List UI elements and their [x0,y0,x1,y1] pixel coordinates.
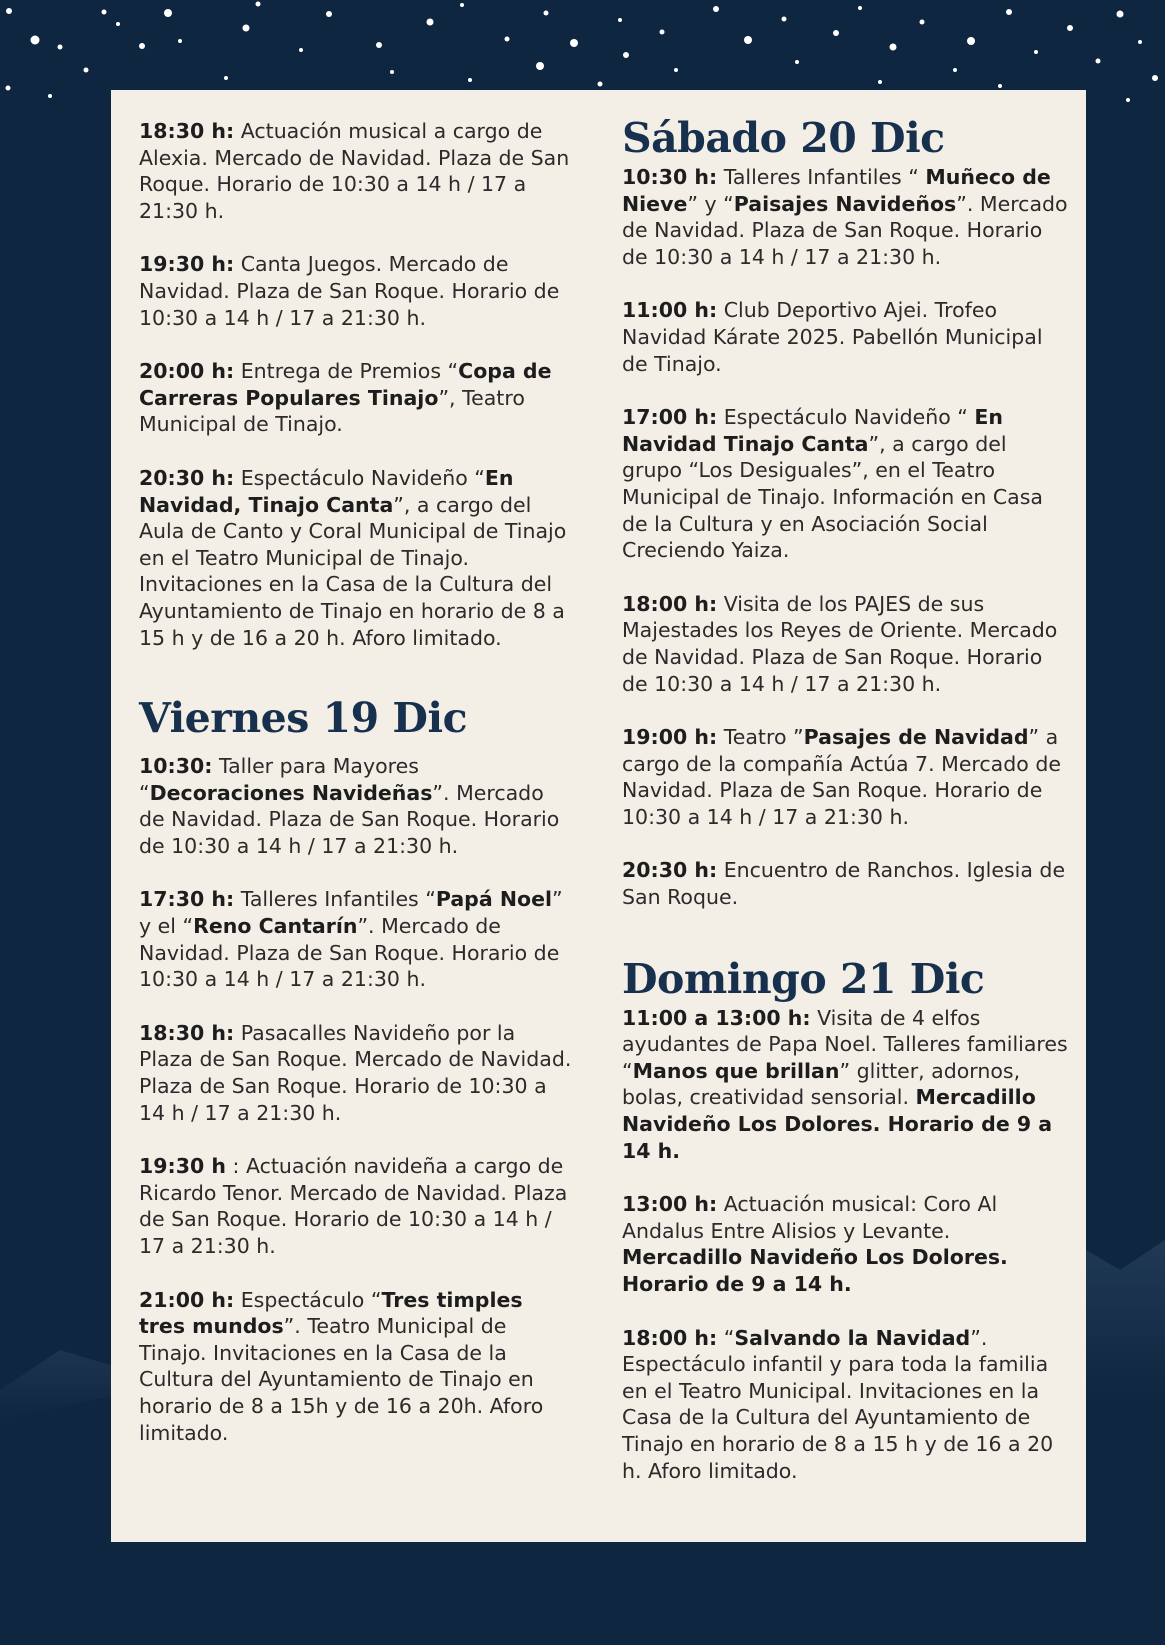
left-column [139,118,575,1446]
event-text: “ [723,1325,735,1350]
event-text: ”, a cargo del Aula de Canto y Coral Municipal de Tinajo en el Teatro Municipal de Tinajo. Invitaciones en la Casa de la Cultura del Ayuntamiento de Tinajo en horario de 8 a 15 h y de 16 a 20 h. Aforo limitado. [139,492,567,650]
event-highlight: Pasajes de Navidad [803,725,1029,750]
event-text: Canta Juegos. Mercado de Navidad. Plaza de San Roque. Horario de 10:30 a 14 h / 17 a 21:30 h. [139,252,560,330]
event-highlight: Mercadillo Navideño Los Dolores. Horario de 9 a 14 h. [622,1245,1008,1296]
event-time: 21:00 h: [139,1287,235,1312]
event-item [622,1325,1068,1485]
event-time: 18:00 h: [622,591,718,616]
left-events-before [139,118,575,651]
day-heading-viernes: Viernes 19 Dic [139,694,468,743]
event-highlight: Decoraciones Navideñas [149,780,433,805]
event-item [622,1005,1068,1165]
event-text: Visita de 4 elfos ayudantes de Papa Noel. Talleres familiares “ [622,1005,1068,1083]
event-time: 20:30 h: [139,465,235,490]
event-time: 10:30 h: [622,165,718,189]
event-text: ” y el “ [139,887,563,939]
event-highlight: Tres timples tres mundos [139,1287,523,1339]
event-time: 17:00 h: [622,405,718,430]
event-text: Encuentro de Ranchos. Iglesia de San Roque. [622,858,1066,910]
event-text: Espectáculo Navideño “ [240,465,485,490]
event-time: 18:30 h: [139,1020,235,1045]
event-text: ”. Mercado de Navidad. Plaza de San Roque. Horario de 10:30 a 14 h / 17 a 21:30 h. [139,780,560,858]
event-text: Actuación musical a cargo de Alexia. Mercado de Navidad. Plaza de San Roque. Horario de 10:30 a 14 h / 17 a 21:30 h. [139,119,570,223]
event-highlight: En Navidad Tinajo Canta [622,405,1004,456]
event-item [139,1153,575,1259]
event-item [139,358,575,438]
event-text: Pasacalles Navideño por la Plaza de San Roque. Mercado de Navidad. Plaza de San Roque. Horario de 10:30 a 14 h / 17 a 21:30 h. [139,1020,572,1125]
event-item [139,465,575,651]
event-text: Espectáculo Navideño “ [723,405,975,430]
event-item [622,404,1068,564]
event-text: Talleres Infantiles “ [723,165,926,189]
event-time: 20:30 h: [622,858,718,883]
event-highlight: Papá Noel [435,887,552,912]
event-text: ” y “ [687,191,734,216]
event-item [622,857,1068,910]
sabado-events [622,164,1068,911]
event-text: Talleres Infantiles “ [240,887,436,912]
event-highlight: Reno Cantarín [193,914,358,939]
event-time: 10:30: [139,754,213,779]
event-time: 11:00 a 13:00 h: [622,1005,811,1030]
event-highlight: Paisajes Navideños [733,191,957,216]
event-text: Entrega de Premios “ [240,359,459,384]
event-time: 18:30 h: [139,119,235,143]
event-text: ” glitter, adornos, bolas, creatividad sensorial. [622,1058,1021,1110]
domingo-events [622,1005,1068,1485]
event-highlight: Mercadillo Navideño Los Dolores. Horario de 9 a 14 h. [622,1085,1053,1163]
event-text: Teatro ” [723,725,804,750]
event-text: Actuación musical: Coro Al Andalus Entre Alisios y Levante. [622,1192,998,1243]
event-highlight: Copa de Carreras Populares Tinajo [139,359,552,410]
event-item [139,1287,575,1447]
event-text: Club Deportivo Ajei. Trofeo Navidad Kárate 2025. Pabellón Municipal de Tinajo. [622,298,1043,376]
event-item [139,118,575,224]
event-time: 13:00 h: [622,1192,718,1217]
day-heading-domingo: Domingo 21 Dic [622,954,985,1003]
event-time: 19:30 h: [139,252,235,277]
event-text: ”. Espectáculo infantil y para toda la familia en el Teatro Municipal. Invitaciones en la Casa de la Cultura del Ayuntamiento de Tinajo en horario de 8 a 15 h y de 16 a 20 h. Aforo limitado. [622,1325,1054,1483]
event-time: 17:30 h: [139,887,235,912]
event-text: ”, a cargo del grupo “Los Desiguales”, en el Teatro Municipal de Tinajo. Información en Casa de la Cultura y en Asociación Social Creciendo Yaiza. [622,431,1043,563]
event-time: 19:30 h [139,1154,226,1179]
event-item [622,591,1068,697]
event-item [139,251,575,331]
program-panel [111,90,1086,1542]
event-item [622,724,1068,830]
event-text: ”. Teatro Municipal de Tinajo. Invitaciones en la Casa de la Cultura del Ayuntamiento de Tinajo en horario de 8 a 15h y de 16 a 20h. Aforo limitado. [139,1314,544,1445]
event-highlight: Salvando la Navidad [734,1325,971,1350]
day-heading-sabado: Sábado 20 Dic [622,114,945,162]
event-text: ”. Mercado de Navidad. Plaza de San Roque. Horario de 10:30 a 14 h / 17 a 21:30 h. [622,191,1068,269]
event-text: ”, Teatro Municipal de Tinajo. [139,385,525,437]
viernes-events [139,753,575,1446]
event-time: 19:00 h: [622,725,718,750]
event-highlight: Muñeco de Nieve [622,165,1051,216]
event-highlight: Manos que brillan [632,1058,840,1083]
event-text: : Actuación navideña a cargo de Ricardo Tenor. Mercado de Navidad. Plaza de San Roque. Horario de 10:30 a 14 h / 17 a 21:30 h. [139,1154,568,1258]
event-item [139,753,575,859]
event-item [622,1191,1068,1297]
event-text: Visita de los PAJES de sus Majestades los Reyes de Oriente. Mercado de Navidad. Plaza de San Roque. Horario de 10:30 a 14 h / 17 a 21:30 h. [622,591,1058,696]
event-text: ”. Mercado de Navidad. Plaza de San Roque. Horario de 10:30 a 14 h / 17 a 21:30 h. [139,914,560,992]
event-time: 20:00 h: [139,359,235,384]
right-column [622,114,1068,1484]
event-item [139,886,575,992]
event-item [622,164,1068,270]
event-item [139,1020,575,1126]
event-highlight: En Navidad, Tinajo Canta [139,465,514,517]
event-time: 18:00 h: [622,1325,718,1350]
event-item [622,297,1068,377]
event-time: 11:00 h: [622,298,718,323]
event-text: ” a cargo de la compañía Actúa 7. Mercado de Navidad. Plaza de San Roque. Horario de 10:30 a 14 h / 17 a 21:30 h. [622,725,1061,829]
event-text: Espectáculo “ [240,1287,382,1312]
event-text: Taller para Mayores “ [139,754,419,805]
